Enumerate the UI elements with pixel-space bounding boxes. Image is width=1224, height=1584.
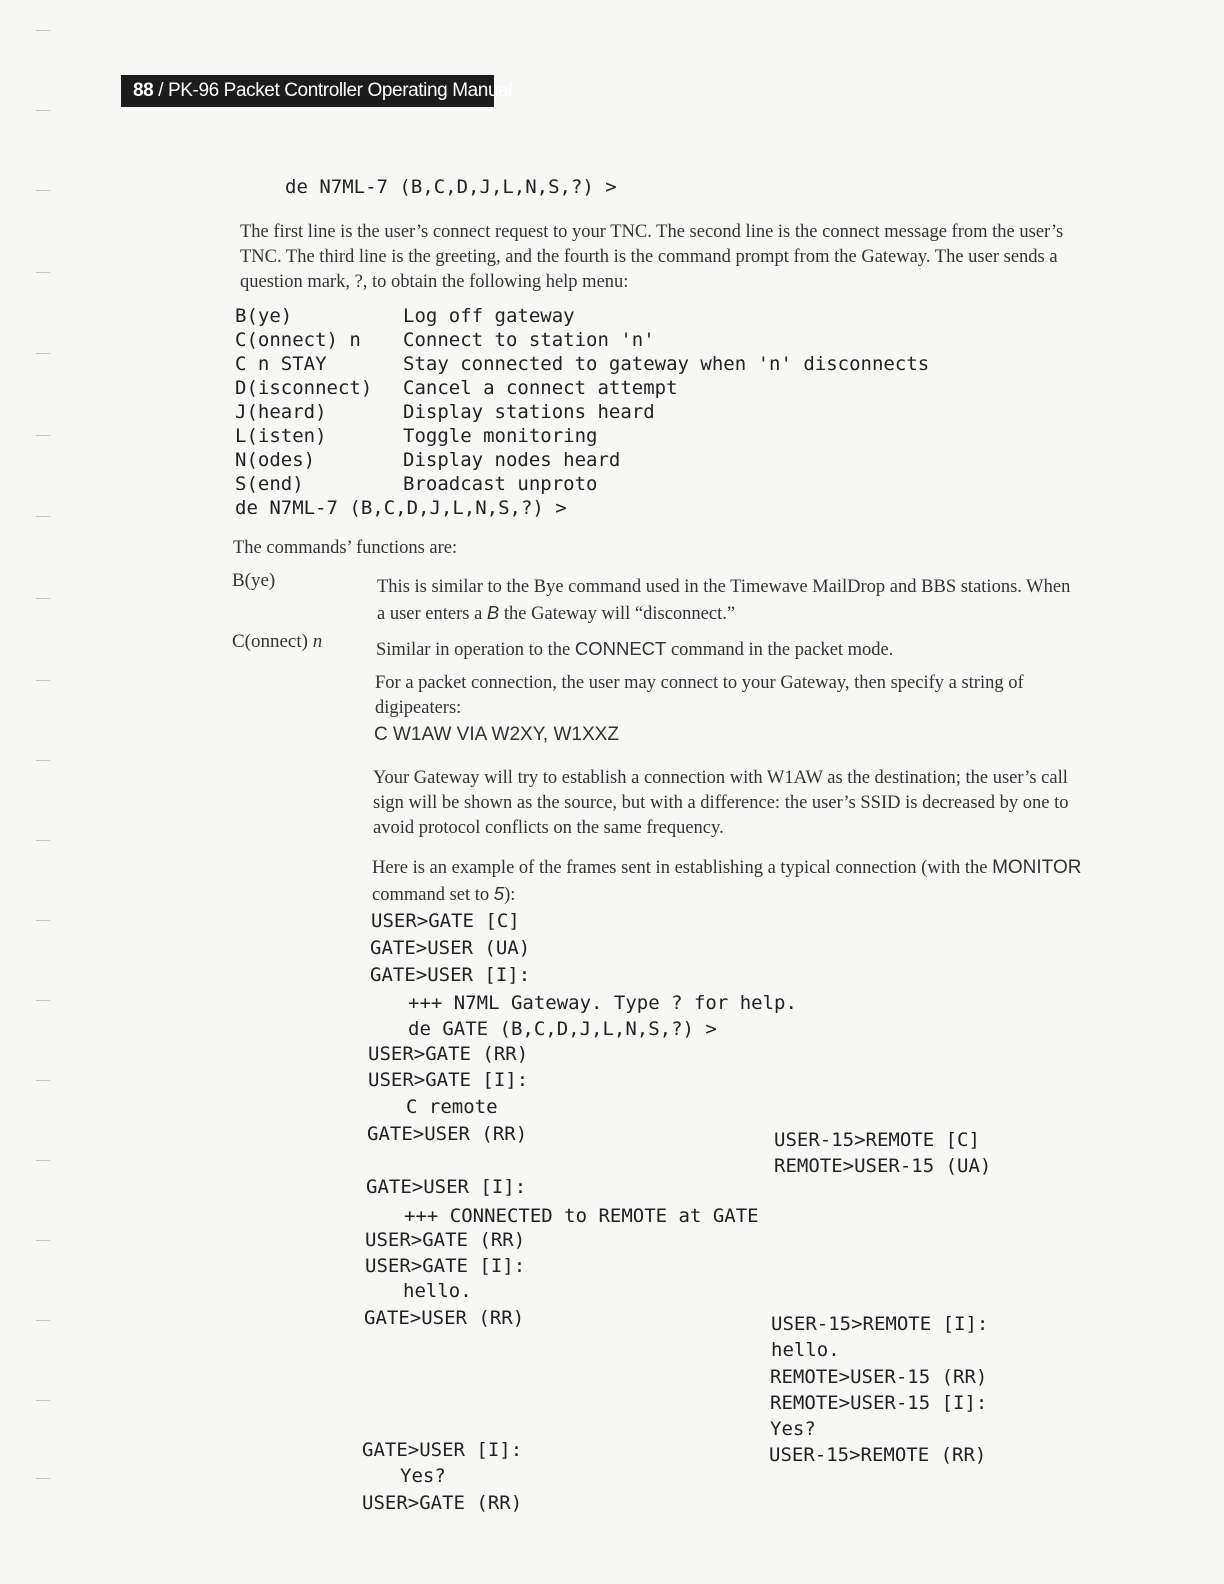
help-command: C n STAY (235, 353, 327, 375)
frame-line: hello. (403, 1280, 472, 1302)
frame-line-remote: USER-15>REMOTE (RR) (769, 1444, 987, 1466)
help-description: Cancel a connect attempt (403, 377, 678, 399)
monitor-command-name: MONITOR (992, 857, 1082, 878)
margin-tick (36, 353, 50, 354)
frame-line-remote: USER-15>REMOTE [C] (774, 1129, 980, 1151)
margin-tick (36, 516, 50, 517)
frame-line: C remote (406, 1096, 498, 1118)
frame-line: GATE>USER (RR) (364, 1307, 525, 1329)
connect-command-name: CONNECT (574, 638, 667, 659)
page-header (121, 75, 513, 107)
frame-line: GATE>USER (RR) (367, 1123, 528, 1145)
margin-tick (36, 1160, 50, 1161)
help-command: J(heard) (235, 401, 327, 423)
frame-line: GATE>USER (UA) (370, 937, 531, 959)
help-menu-row (235, 401, 655, 425)
help-description: Display nodes heard (403, 449, 621, 471)
frame-line-remote: Yes? (770, 1418, 816, 1440)
frame-line-remote: hello. (771, 1339, 840, 1361)
margin-tick (36, 1320, 50, 1321)
intro-paragraph: The first line is the user’s connect request to your TNC. The second line is the connect message from the user’s TNC. The third line is the greeting, and the fourth is the command prompt from the Gateway. The user sends a question mark, ?, to obtain the following help menu: (240, 222, 1064, 292)
header-separator: / (153, 80, 168, 101)
help-menu-row (235, 329, 655, 353)
margin-tick (36, 760, 50, 761)
term-connect (232, 631, 322, 653)
frame-line: USER>GATE (RR) (362, 1492, 523, 1514)
margin-tick (36, 1240, 50, 1241)
margin-tick (36, 190, 50, 191)
help-command: L(isten) (235, 425, 327, 447)
help-menu-row (235, 473, 598, 497)
frame-line: +++ CONNECTED to REMOTE at GATE (404, 1205, 759, 1227)
margin-tick (36, 680, 50, 681)
bye-description (377, 575, 1082, 627)
help-description: Stay connected to gateway when 'n' disconnects (403, 353, 930, 375)
frame-line-remote: USER-15>REMOTE [I]: (771, 1313, 989, 1335)
term-bye: B(ye) (232, 570, 276, 591)
margin-tick (36, 30, 50, 31)
margin-tick (36, 1400, 50, 1401)
connect-p1-text: Similar in operation to the (376, 640, 575, 660)
margin-tick (36, 840, 50, 841)
frame-line: USER>GATE [I]: (365, 1255, 526, 1277)
frame-line: +++ N7ML Gateway. Type ? for help. (408, 992, 797, 1014)
connect-p4-text: Here is an example of the frames sent in establishing a typical connection (with the (372, 858, 993, 878)
margin-tick (36, 110, 50, 111)
margin-tick (36, 920, 50, 921)
functions-intro: The commands’ functions are: (233, 538, 458, 558)
margin-tick (36, 1000, 50, 1001)
connect-para-3: Your Gateway will try to establish a connection with W1AW as the destination; the user’s call sign will be shown as the source, but with a difference: the user’s SSID is decreased by one to avoid protocol conflicts on the same frequency. (373, 768, 1069, 838)
help-command: C(onnect) n (235, 329, 361, 351)
margin-tick (36, 598, 50, 599)
frame-line: USER>GATE [C] (371, 910, 520, 932)
manual-title: PK-96 Packet Controller Operating Manual (167, 80, 513, 101)
help-menu-row (235, 377, 678, 401)
bye-desc-text: This is similar to the Bye command used in the Timewave MailDrop and BBS stations. When a user enters a (377, 577, 1071, 624)
help-description: Broadcast unproto (403, 473, 598, 495)
frame-line: USER>GATE [I]: (368, 1069, 529, 1091)
help-description: Log off gateway (403, 305, 575, 327)
gateway-prompt-top: de N7ML-7 (B,C,D,J,L,N,S,?) > (285, 176, 617, 198)
help-menu-row (235, 353, 930, 377)
frame-line-remote: REMOTE>USER-15 [I]: (770, 1392, 988, 1414)
help-menu-row (235, 425, 598, 449)
help-description: Connect to station 'n' (403, 329, 655, 351)
frame-line-remote: REMOTE>USER-15 (RR) (770, 1366, 988, 1388)
help-description: Toggle monitoring (403, 425, 598, 447)
help-description: Display stations heard (403, 401, 655, 423)
frame-line: USER>GATE (RR) (365, 1229, 526, 1251)
monitor-value: 5 (493, 883, 505, 904)
gateway-prompt-after-menu: de N7ML-7 (B,C,D,J,L,N,S,?) > (235, 497, 567, 519)
margin-tick (36, 272, 50, 273)
frame-line: GATE>USER [I]: (370, 964, 531, 986)
help-command: S(end) (235, 473, 304, 495)
help-menu-row (235, 449, 621, 473)
connect-p4-text-end: ): (504, 885, 516, 905)
help-menu-row (235, 305, 575, 329)
frame-line: USER>GATE (RR) (368, 1043, 529, 1065)
help-command: D(isconnect) (235, 377, 373, 399)
bye-key: B (486, 602, 500, 623)
frame-line: GATE>USER [I]: (362, 1439, 523, 1461)
bye-desc-text-end: the Gateway will “disconnect.” (499, 604, 736, 624)
term-connect-label: C(onnect) (232, 631, 313, 652)
connect-para-4 (372, 855, 1082, 908)
margin-tick (36, 1478, 50, 1479)
margin-tick (36, 1080, 50, 1081)
term-connect-arg: n (312, 631, 323, 652)
margin-tick (36, 435, 50, 436)
frame-line: de GATE (B,C,D,J,L,N,S,?) > (408, 1018, 717, 1040)
connect-p1-text-end: command in the packet mode. (666, 640, 894, 660)
connect-example: C W1AW VIA W2XY, W1XXZ (374, 724, 619, 745)
page-number: 88 (133, 80, 154, 101)
help-command: B(ye) (235, 305, 293, 327)
connect-para-2: For a packet connection, the user may connect to your Gateway, then specify a string of digipeaters: (375, 673, 1024, 718)
frame-line: Yes? (400, 1465, 446, 1487)
frame-line: GATE>USER [I]: (366, 1176, 527, 1198)
frame-line-remote: REMOTE>USER-15 (UA) (774, 1155, 992, 1177)
help-command: N(odes) (235, 449, 316, 471)
connect-para-1 (376, 636, 1081, 663)
connect-p4-text-mid: command set to (372, 885, 494, 905)
